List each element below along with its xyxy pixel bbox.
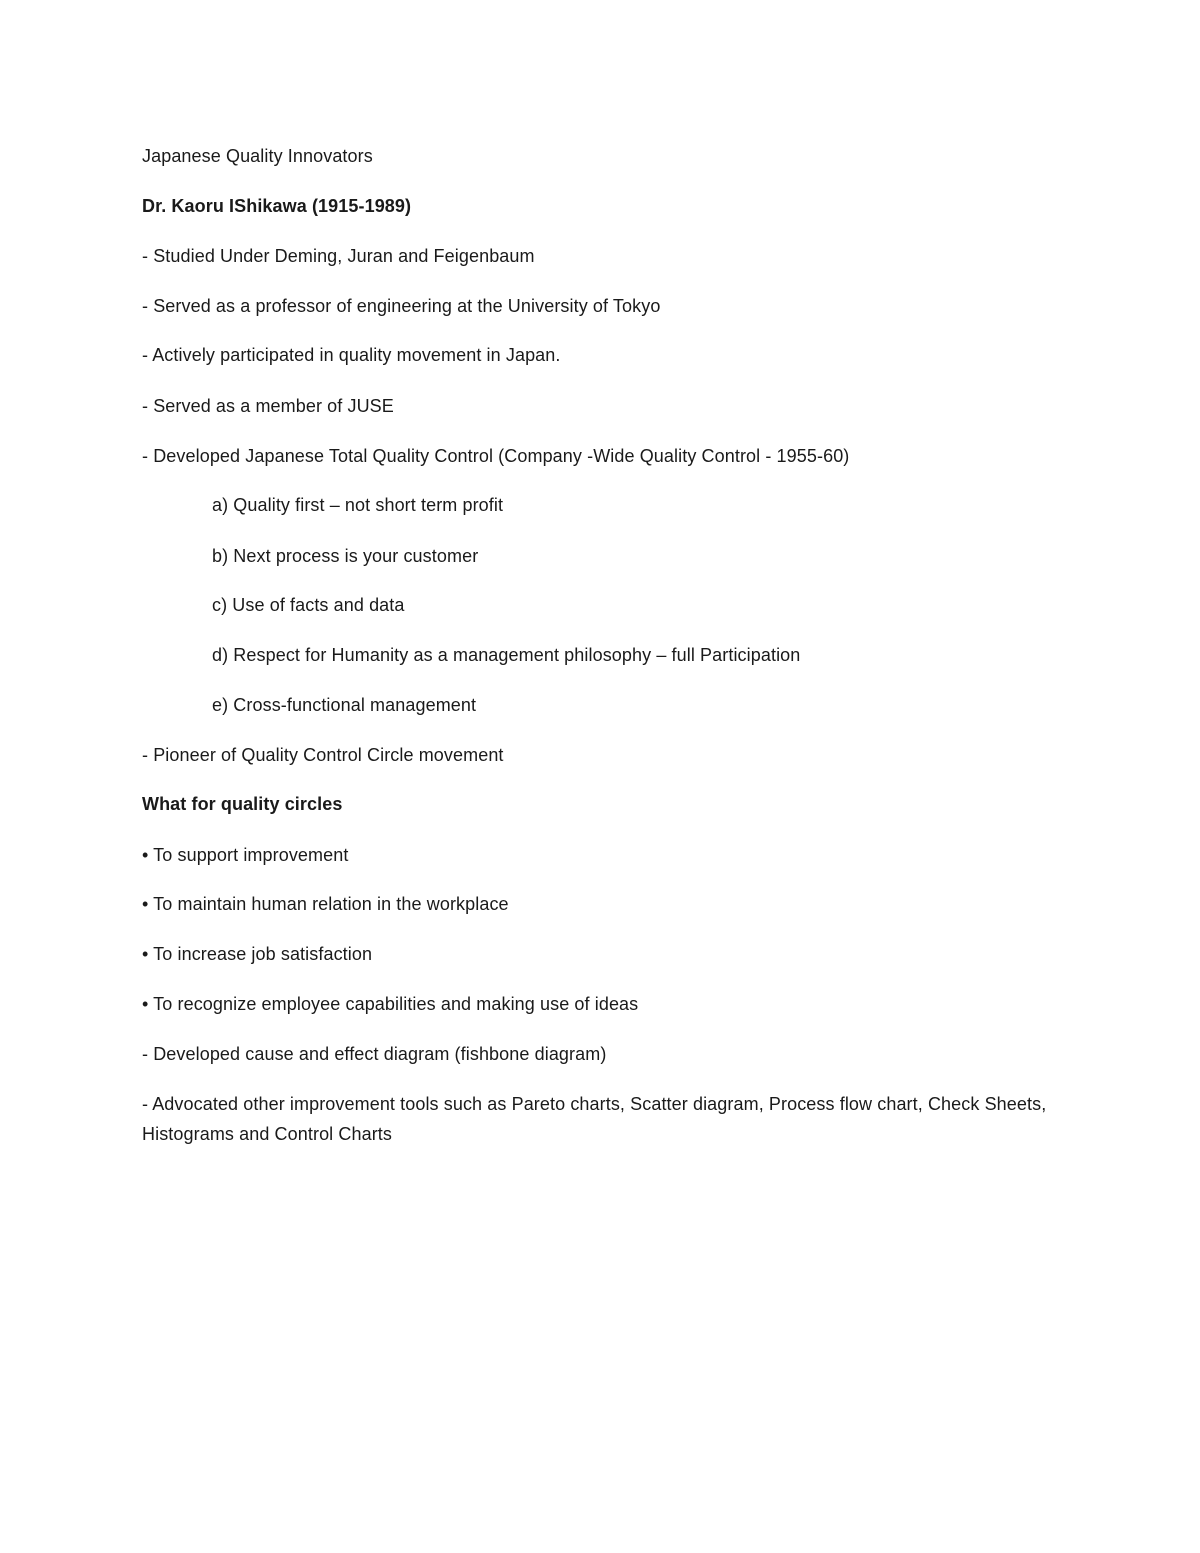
tqc-item-e: e) Cross-functional management [212,695,477,715]
point-participated: - Actively participated in quality movement in Japan. [142,345,561,365]
point-professor: - Served as a professor of engineering at the University of Tokyo [142,296,661,316]
tqc-item-c: c) Use of facts and data [212,595,405,615]
point-fishbone: - Developed cause and effect diagram (fishbone diagram) [142,1044,607,1064]
point-advocated-tools: - Advocated other improvement tools such as Pareto charts, Scatter diagram, Process flow chart, Check Sheets, Histograms and Control Charts [142,1094,1047,1144]
point-juse: - Served as a member of JUSE [142,396,394,416]
tqc-item-d: d) Respect for Humanity as a management philosophy – full Participation [212,645,801,665]
circle-bullet-capabilities: • To recognize employee capabilities and making use of ideas [142,994,639,1014]
point-tqc: - Developed Japanese Total Quality Control (Company -Wide Quality Control - 1955-60) [142,446,850,466]
point-pioneer: - Pioneer of Quality Control Circle movement [142,745,504,765]
circles-heading: What for quality circles [142,794,343,814]
circle-bullet-improvement: • To support improvement [142,845,349,865]
person-heading: Dr. Kaoru IShikawa (1915-1989) [142,196,412,216]
tqc-item-a: a) Quality first – not short term profit [212,495,504,515]
document-title: Japanese Quality Innovators [142,146,373,166]
tqc-item-b: b) Next process is your customer [212,546,479,566]
circle-bullet-relation: • To maintain human relation in the workplace [142,894,509,914]
circle-bullet-satisfaction: • To increase job satisfaction [142,944,373,964]
point-studied: - Studied Under Deming, Juran and Feigenbaum [142,246,535,266]
